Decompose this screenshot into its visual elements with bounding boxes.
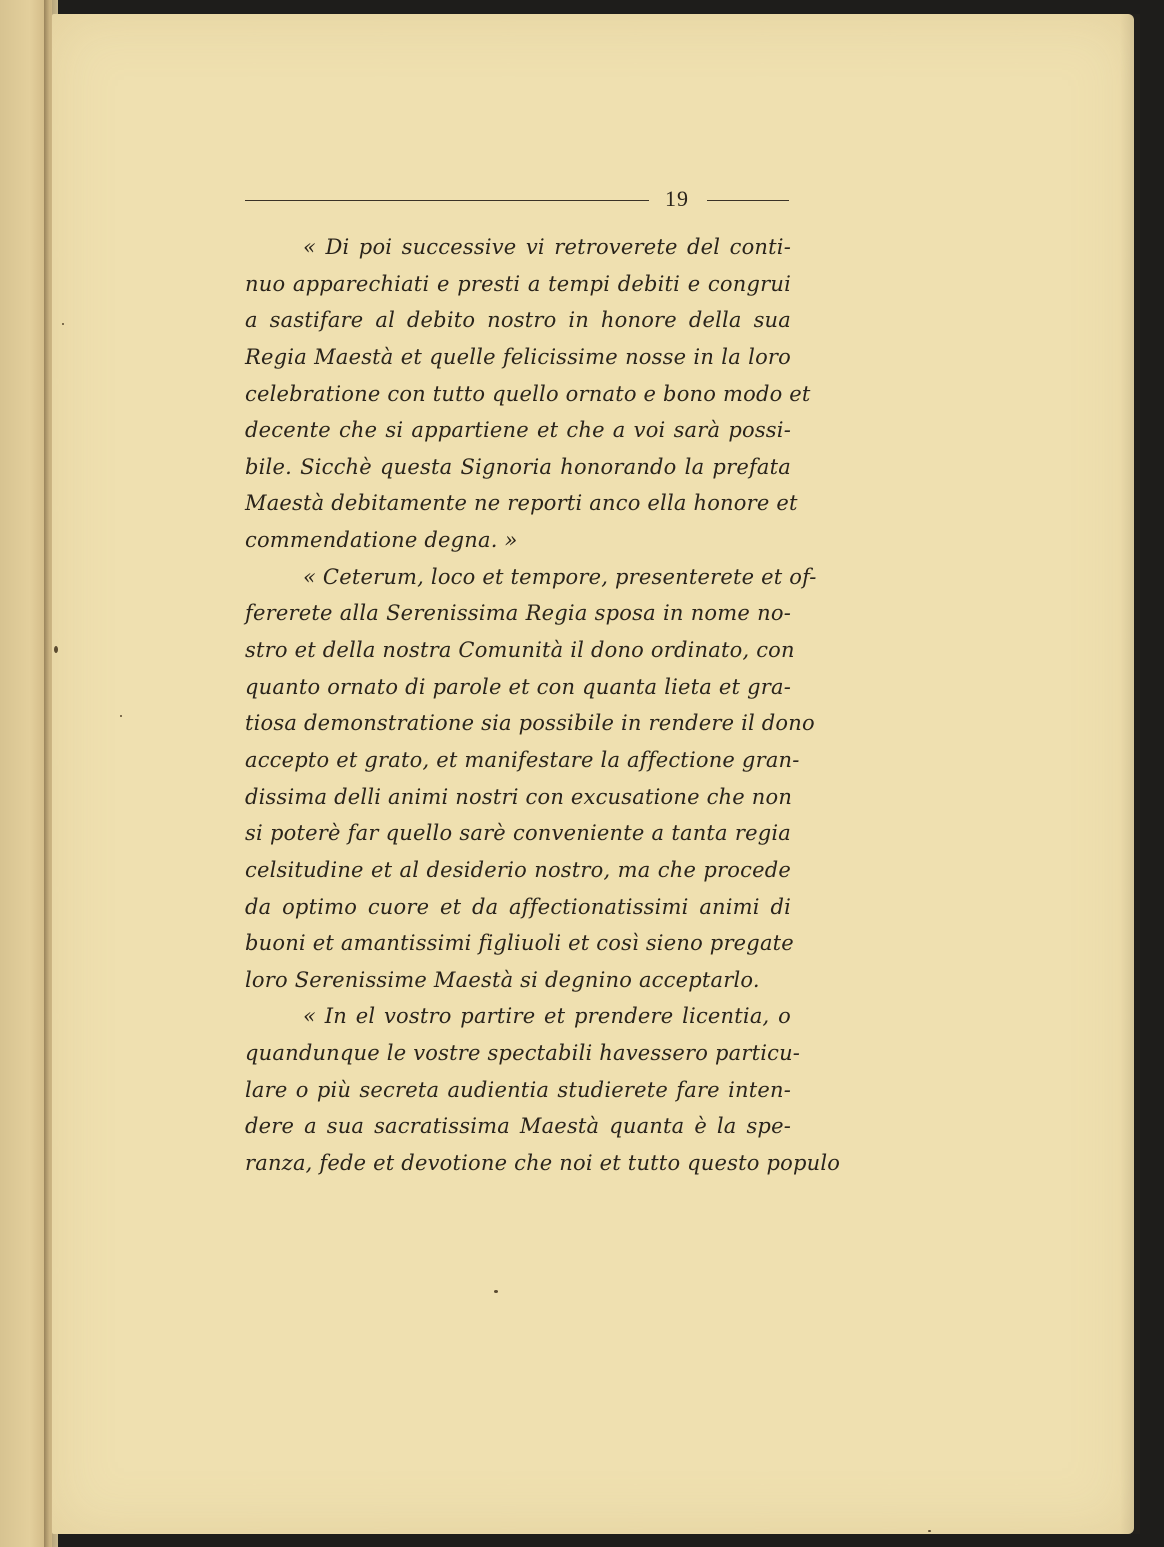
text-line: accepto et grato, et manifestare la affectione gran- — [245, 747, 800, 772]
text-line: stro et della nostra Comunità il dono ordinato, con — [245, 638, 795, 663]
text-line: celsitudine et al desiderio nostro, ma che procede — [245, 857, 791, 882]
text-line: commendatione degna. » — [245, 528, 518, 553]
text-line: Maestà debitamente ne reporti anco ella honore et — [245, 491, 798, 516]
text-line: si poterè far quello sarè conveniente a tanta regia — [245, 821, 791, 846]
text-line: nuo apparechiati e presti a tempi debiti e congrui — [245, 271, 791, 296]
text-line: bile. Sicchè questa Signoria honorando la prefata — [245, 454, 791, 479]
text-line: buoni et amantissimi figliuoli et così sieno pregate — [245, 931, 794, 956]
text-line: dere a sua sacratissima Maestà quanta è la spe- — [245, 1114, 791, 1139]
body-text — [245, 229, 841, 1182]
page-number: 19 — [665, 186, 689, 211]
text-line: loro Serenissime Maestà si degnino acceptarlo. — [245, 967, 760, 992]
paper-speck — [494, 1290, 498, 1293]
text-line: decente che si appartiene et che a voi sarà possi- — [245, 418, 791, 443]
paper-speck — [120, 715, 122, 717]
text-line: da optimo cuore et da affectionatissimi animi di — [245, 894, 791, 919]
text-line: lare o più secreta audientia studierete fare inten- — [245, 1077, 791, 1102]
header-rule-left — [245, 200, 649, 201]
text-line: quandunque le vostre spectabili havessero particu- — [245, 1041, 801, 1066]
page-edge-shadow — [1120, 14, 1140, 1534]
text-line: fererete alla Serenissima Regia sposa in nome no- — [245, 601, 791, 626]
paper-speck — [928, 1530, 931, 1532]
text-line: « Ceterum, loco et tempore, presenterete et of- — [303, 564, 817, 589]
text-line: « Di poi successive vi retroverete del conti- — [303, 235, 791, 259]
paper-speck — [62, 323, 64, 325]
paper-speck — [54, 646, 58, 653]
header-rule-right — [707, 200, 789, 201]
text-line: tiosa demonstratione sia possibile in rendere il dono — [245, 711, 815, 736]
text-line: « In el vostro partire et prendere licentia, o — [303, 1004, 791, 1029]
text-line: quanto ornato di parole et con quanta lieta et gra- — [245, 674, 791, 699]
text-line: celebratione con tutto quello ornato e bono modo et — [245, 381, 811, 406]
text-line: Regia Maestà et quelle felicissime nosse in la loro — [245, 344, 791, 369]
text-line: dissima delli animi nostri con excusatione che non — [245, 784, 793, 809]
running-header — [245, 186, 790, 214]
text-line: a sastifare al debito nostro in honore della sua — [245, 308, 791, 333]
text-line: ranza, fede et devotione che noi et tutto questo populo — [245, 1151, 841, 1176]
